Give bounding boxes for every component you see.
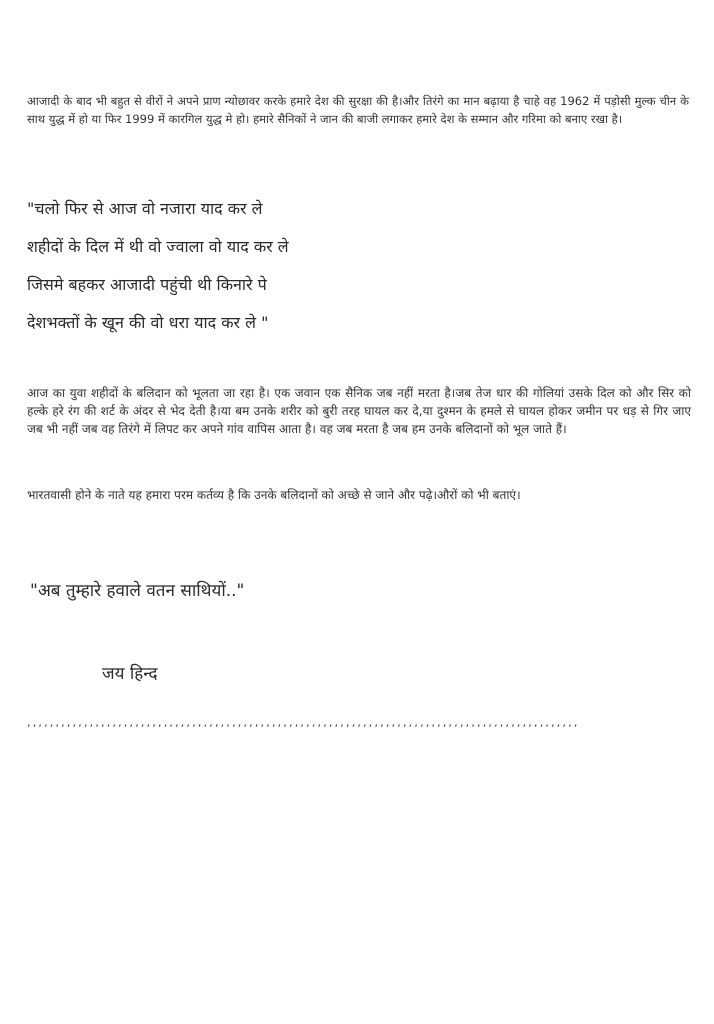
closing-quote: "अब तुम्हारे हवाले वतन साथियों.." [30, 581, 245, 601]
third-paragraph: भारतवासी होने के नाते यह हमारा परम कर्तव्य है कि उनके बलिदानों को अच्छे से जाने और पढ़े।औरों को भी बताएं। [27, 488, 521, 502]
poem-line-4: देशभक्तों के खून की वो धरा याद कर ले " [27, 313, 269, 332]
poem-stanza [27, 196, 667, 348]
separator-line: ,,,,,,,,,,,,,,,,,,,,,,,,,,,,,,,,,,,,,,,,,,,,,,,,,,,,,,,,,,,,,,,,,,,,,,,,,,,,,,,,,,,,,,,,,,,,,,,,, [27, 716, 580, 729]
poem-line-2: शहीदों के दिल में थी वो ज्वाला वो याद कर ले [27, 237, 289, 256]
poem-line-1: "चलो फिर से आज वो नजारा याद कर ले [27, 199, 263, 218]
poem-line-3: जिसमे बहकर आजादी पहुंची थी किनारे पे [27, 275, 267, 294]
signoff-jai-hind: जय हिन्द [102, 664, 158, 684]
intro-paragraph: आजादी के बाद भी बहुत से वीरों ने अपने प्राण न्योछावर करके हमारे देश की सुरक्षा की है।और तिरंगे का मान बढ़ाया है चाहे वह 1962 में पड़ोसी मुल्क चीन के साथ युद्ध में हो या फिर 1999 में कारगिल युद्ध मे हो। हमारे सैनिकों ने जान की बाजी लगाकर हमारे देश के सम्मान और गरिमा को बनाए रखा है। [27, 94, 689, 126]
second-paragraph: आज का युवा शहीदों के बलिदान को भूलता जा रहा है। एक जवान एक सैनिक जब नहीं मरता है।जब तेज धार की गोलियां उसके दिल को और सिर को हल्के हरे रंग की शर्ट के अंदर से भेद देती है।या बम उनके शरीर को बुरी तरह घायल कर दे,या दुश्मन के हमले से घायल होकर जमीन पर धड़ से गिर जाए जब भी नहीं जब वह तिरंगे में लिपट कर अपने गांव वापिस आता है। वह जब मरता है जब हम उनके बलिदानों को भूल जाते हैं। [27, 386, 691, 436]
